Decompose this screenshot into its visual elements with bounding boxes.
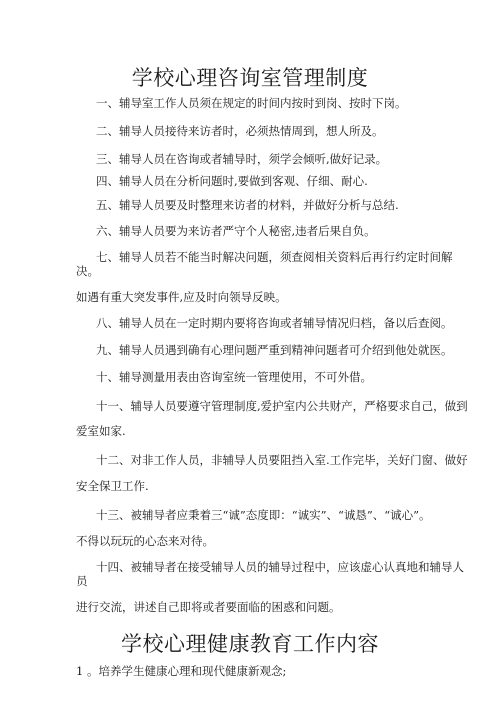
rule-note: 如遇有重大突发事件,应及时向领导反映。 [76, 290, 287, 304]
rule-line-4: 四、辅导人员在分析问题时,要做到客观、仔细、耐心. [96, 174, 368, 188]
rule-line-2: 二、辅导人员接待来访者时，必须热情周到，想人所及。 [96, 124, 384, 138]
rule-line-3: 三、辅导人员在咨询或者辅导时，须学会倾听,做好记录。 [96, 152, 388, 166]
rule-line-12-cont: 安全保卫工作. [76, 479, 149, 493]
rule-line-10: 十、辅导测量用表由咨询室统一管理使用，不可外借。 [96, 370, 372, 384]
rule-line-13: 十三、被辅导者应秉着三“诚”态度即：“诚实”、“诚恳”、“诚心”。 [96, 508, 431, 522]
rule-line-11-cont: 爱室如家. [76, 424, 126, 438]
rule-line-12: 十二、对非工作人员，非辅导人员要阻挡入室.工作完毕，关好门窗、做好 [96, 453, 468, 467]
rule-line-7-cont: 决。 [76, 264, 99, 278]
rule-line-6: 六、辅导人员要为来访者严守个人秘密,违者后果自负。 [96, 224, 376, 238]
rule-line-11: 十一、辅导人员要遵守管理制度,爱护室内公共财产，严格要求自己，做到 [96, 399, 468, 413]
rule-line-14-cont: 进行交流，讲述自己即将或者要面临的困惑和问题。 [76, 600, 341, 614]
rule-line-7: 七、辅导人员若不能当时解决问题，须查阅相关资料后再行约定时间解 [96, 250, 453, 264]
rule-line-1: 一、辅导室工作人员须在规定的时间内按时到岗、按时下岗。 [96, 96, 407, 110]
rule-line-14: 十四、被辅导者在接受辅导人员的辅导过程中，应该虚心认真地和辅导人 [96, 560, 464, 574]
content-item-1: 1 。培养学生健康心理和现代健康新观念; [76, 664, 287, 678]
section-title: 学校心理健康教育工作内容 [121, 632, 379, 656]
rule-line-9: 九、辅导人员遇到确有心理问题严重到精神问题者可介绍到他处就医。 [96, 343, 453, 357]
rule-line-14-wrap: 员 [76, 574, 88, 588]
rule-line-5: 五、辅导人员要及时整理来访者的材料，并做好分析与总结. [96, 198, 399, 212]
rule-line-8: 八、辅导人员在一定时期内要将咨询或者辅导情况归档，备以后查阅。 [96, 316, 453, 330]
rule-line-13-cont: 不得以玩玩的心态来对待。 [76, 534, 214, 548]
document-title: 学校心理咨询室管理制度 [131, 66, 369, 90]
